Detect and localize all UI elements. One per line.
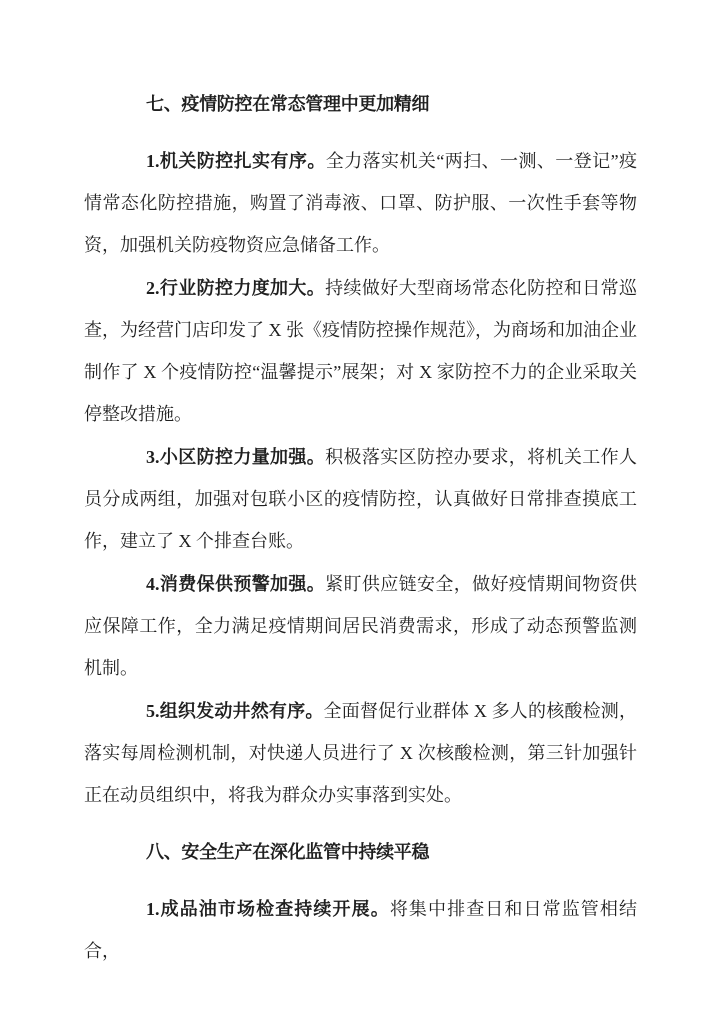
paragraph-7-4: [84, 563, 637, 690]
paragraph-7-1-lead: 1.机关防控扎实有序。: [146, 150, 326, 171]
paragraph-7-4-body: 紧盯供应链安全，做好疫情期间物资供应保障工作，全力满足疫情期间居民消费需求，形成了动态预警监测机制。: [84, 573, 638, 679]
paragraph-7-2-body: 持续做好大型商场常态化防控和日常巡查，为经营门店印发了 X 张《疫情防控操作规范》，为商场和加油企业制作了 X 个疫情防控“温馨提示”展架；对 X 家防控不力的企业采取关停整改措施。: [84, 277, 638, 425]
paragraph-8-1: [84, 888, 637, 973]
paragraph-7-2: [84, 267, 637, 436]
paragraph-7-1-body: 全力落实机关“两扫、一测、一登记”疫情常态化防控措施，购置了消毒液、口罩、防护服、一次性手套等物资，加强机关防疫物资应急储备工作。: [84, 150, 637, 256]
paragraph-7-1: [84, 140, 637, 267]
paragraph-7-5: [84, 690, 637, 817]
paragraph-7-2-lead: 2.行业防控力度加大。: [146, 277, 326, 298]
paragraph-7-3-lead: 3.小区防控力量加强。: [146, 446, 326, 467]
paragraph-7-4-lead: 4.消费保供预警加强。: [146, 573, 326, 594]
section-heading-eight: 八、安全生产在深化监管中持续平稳: [146, 842, 430, 863]
paragraph-7-5-lead: 5.组织发动井然有序。: [146, 700, 324, 721]
paragraph-7-5-body: 全面督促行业群体 X 多人的核酸检测，落实每周检测机制，对快递人员进行了 X 次核酸检测，第三针加强针正在动员组织中，将我为群众办实事落到实处。: [84, 700, 638, 806]
paragraph-8-1-body: 将集中排查日和日常监管相结合，: [84, 899, 638, 962]
section-heading-seven: 七、疫情防控在常态管理中更加精细: [146, 93, 430, 114]
paragraph-8-1-lead: 1.成品油市场检查持续开展。: [146, 899, 390, 920]
paragraph-7-3: [84, 436, 637, 563]
paragraph-7-3-body: 积极落实区防控办要求，将机关工作人员分成两组，加强对包联小区的疫情防控，认真做好日常排查摸底工作，建立了 X 个排查台账。: [84, 446, 638, 552]
